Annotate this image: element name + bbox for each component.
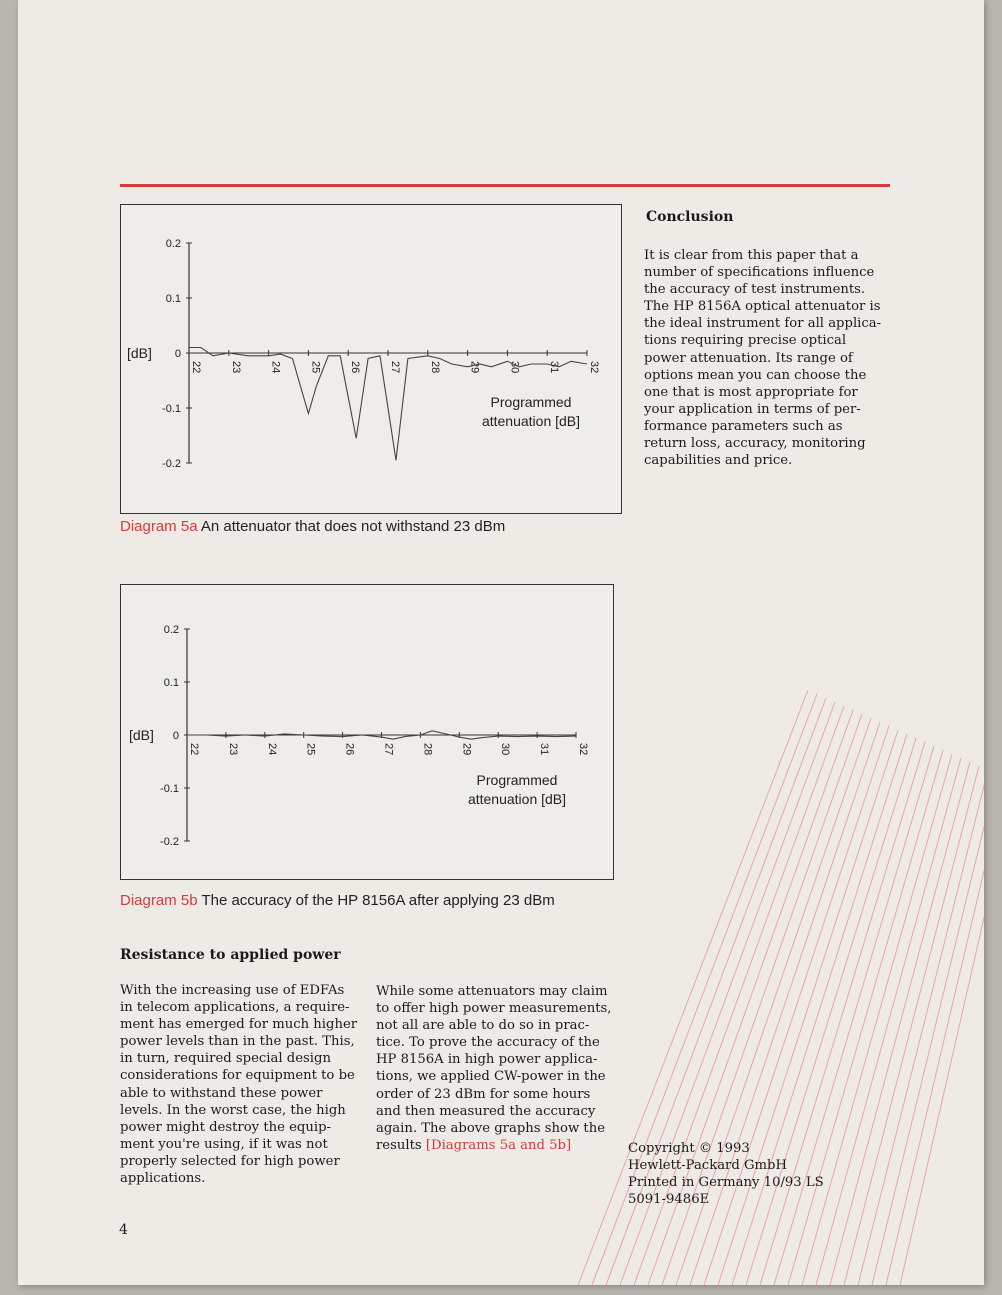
conclusion-line: the accuracy of test instruments. [644,282,866,298]
conclusion-line: number of specifications influence [644,265,875,281]
y-tick-label: 0.2 [163,624,179,636]
body-line: tions, we applied CW-power in the [376,1069,606,1085]
body-line: With the increasing use of EDFAs [120,983,345,998]
conclusion-heading: Conclusion [646,209,734,225]
body-line: again. The above graphs show the [376,1120,606,1136]
decorative-stripe [900,782,984,1285]
y-axis-label: [dB] [129,727,154,743]
document-page [18,0,984,1285]
x-tick-label: 26 [349,361,362,374]
body-line: ment has emerged for much higher [120,1017,358,1033]
x-axis-label: attenuation [dB] [481,413,581,429]
copyright-line: Printed in Germany 10/93 LS [628,1175,824,1190]
conclusion-line: tions requiring precise optical [644,333,847,349]
body-line: considerations for equipment to be [120,1068,355,1084]
diagram-5b-caption [120,892,555,909]
body-line: in telecom applications, a require- [120,1000,350,1016]
resistance-heading: Resistance to applied power [120,947,341,963]
y-tick-label: 0 [174,348,181,360]
body-line: in turn, required special design [120,1051,331,1067]
decorative-stripe [858,770,984,1285]
conclusion-line: options mean you can choose the [644,367,867,383]
diagram-5a-caption-text: An attenuator that does not withstand 23 dBm [200,518,506,535]
y-tick-label: 0 [172,730,179,742]
body-line: tice. To prove the accuracy of the [376,1035,600,1051]
x-tick-label: 27 [389,361,401,374]
conclusion-line: power attenuation. Its range of [644,350,853,366]
x-axis-label: Programmed [476,772,558,788]
x-tick-label: 32 [577,743,589,756]
conclusion-line: the ideal instrument for all applica- [644,316,882,332]
x-tick-label: 28 [421,743,434,756]
body-line: HP 8156A in high power applica- [376,1052,598,1068]
conclusion-line: It is clear from this paper that a [644,248,859,263]
copyright-line: Copyright © 1993 [628,1141,750,1156]
body-line: to offer high power measurements, [376,1001,612,1017]
diagram-5b-plot [121,585,613,879]
x-tick-label: 31 [548,361,561,374]
red-header-rule [120,184,890,187]
conclusion-body [644,247,881,469]
copyright-line: Hewlett-Packard GmbH [628,1158,787,1173]
body-line: and then measured the accuracy [376,1103,596,1119]
x-tick-label: 30 [508,361,521,374]
x-axis-label: attenuation [dB] [467,791,567,807]
x-tick-label: 29 [460,743,473,756]
body-line-last [376,1137,611,1154]
y-tick-label: 0.1 [165,293,181,305]
y-tick-label: -0.2 [160,836,179,848]
x-tick-label: 23 [229,361,242,374]
y-tick-label: 0.1 [163,677,179,689]
decorative-stripe [816,758,961,1285]
y-tick-label: -0.1 [160,783,179,795]
diagram-5a-tag: Diagram 5a [120,518,198,535]
y-tick-label: -0.2 [162,458,181,470]
y-tick-label: -0.1 [162,403,181,415]
x-tick-label: 22 [188,743,200,756]
x-tick-label: 24 [269,361,282,374]
copyright-line: 5091-9486E [628,1192,710,1207]
x-tick-label: 31 [538,743,551,756]
body-line: power might destroy the equip- [120,1119,331,1135]
x-tick-label: 25 [304,743,317,756]
diagram-5b-chart [120,584,614,880]
x-tick-label: 23 [226,743,239,756]
body-line: While some attenuators may claim [376,984,608,999]
x-tick-label: 26 [343,743,356,756]
diagram-5a-plot [121,205,621,513]
conclusion-line: return loss, accuracy, monitoring [644,436,866,452]
body-line: properly selected for high power [120,1153,340,1169]
diagram-5a-chart [120,204,622,514]
body-line: able to withstand these power [120,1085,323,1101]
x-tick-label: 22 [190,361,202,374]
body-line: applications. [120,1171,206,1187]
x-tick-label: 25 [309,361,322,374]
conclusion-line: The HP 8156A optical attenuator is [644,299,881,315]
copyright-block [628,1140,824,1208]
x-tick-label: 32 [588,361,600,374]
diagram-5a-caption [120,518,505,535]
body-line: power levels than in the past. This, [120,1034,355,1050]
body-line: ment you're using, if it was not [120,1136,328,1152]
resistance-column-1 [120,982,357,1187]
diagram-5b-caption-text: The accuracy of the HP 8156A after applying 23 dBm [201,892,555,909]
body-line-prefix: results [376,1137,426,1153]
body-line: not all are able to do so in prac- [376,1018,590,1034]
x-tick-label: 27 [382,743,395,756]
page-number: 4 [119,1222,128,1238]
x-tick-label: 24 [265,743,278,756]
resistance-column-2 [376,983,611,1154]
conclusion-line: capabilities and price. [644,453,793,469]
decorative-stripe [844,766,979,1285]
conclusion-line: one that is most appropriate for [644,384,858,400]
body-line: levels. In the worst case, the high [120,1102,346,1118]
x-tick-label: 30 [499,743,512,756]
conclusion-line: formance parameters such as [644,418,843,434]
conclusion-line: your application in terms of per- [644,401,861,417]
x-tick-label: 29 [468,361,481,374]
y-tick-label: 0.2 [165,238,181,250]
diagram-reference-link[interactable]: [Diagrams 5a and 5b] [425,1137,572,1153]
y-axis-label: [dB] [127,345,152,361]
decorative-stripe [802,754,952,1285]
x-tick-label: 28 [428,361,441,374]
diagram-5b-tag: Diagram 5b [120,892,198,909]
x-axis-label: Programmed [490,394,572,410]
body-line: order of 23 dBm for some hours [376,1086,591,1102]
